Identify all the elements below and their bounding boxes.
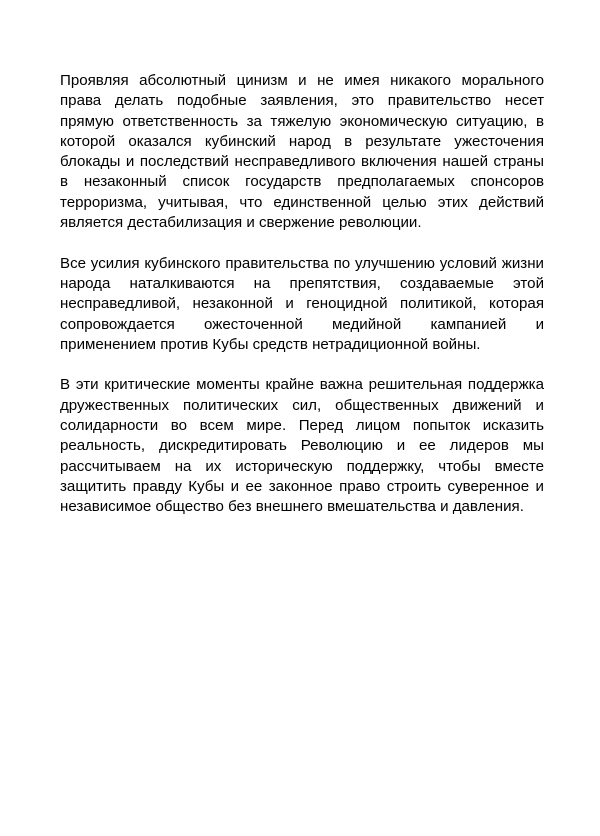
paragraph-2: Все усилия кубинского правительства по улучшению условий жизни народа наталкиваются на препятствия, создаваемые этой несправедливой, незаконной и геноцидной политикой, которая сопровождается ожесточенной медийной кампанией и применением против Кубы средств нетрадиционной войны. — [60, 254, 544, 353]
paragraph-3: В эти критические моменты крайне важна решительная поддержка дружественных политических сил, общественных движений и солидарности во всем мире. Перед лицом попыток исказить реальность, дискредитировать Революцию и ее лидеров мы рассчитываем на их историческую поддержку, чтобы вместе защитить правду Кубы и ее законное право строить суверенное и независимое общество без внешнего вмешательства и давления. — [60, 376, 544, 516]
document-page — [60, 71, 544, 538]
paragraph-1: Проявляя абсолютный цинизм и не имея никакого морального права делать подобные заявления, это правительство несет прямую ответственность за тяжелую экономическую ситуацию, в которой оказался кубинский народ в результате ужесточения блокады и последствий несправедливого включения нашей страны в незаконный список государств предполагаемых спонсоров терроризма, учитывая, что единственной целью этих действий является дестабилизация и свержение революции. — [60, 72, 544, 232]
